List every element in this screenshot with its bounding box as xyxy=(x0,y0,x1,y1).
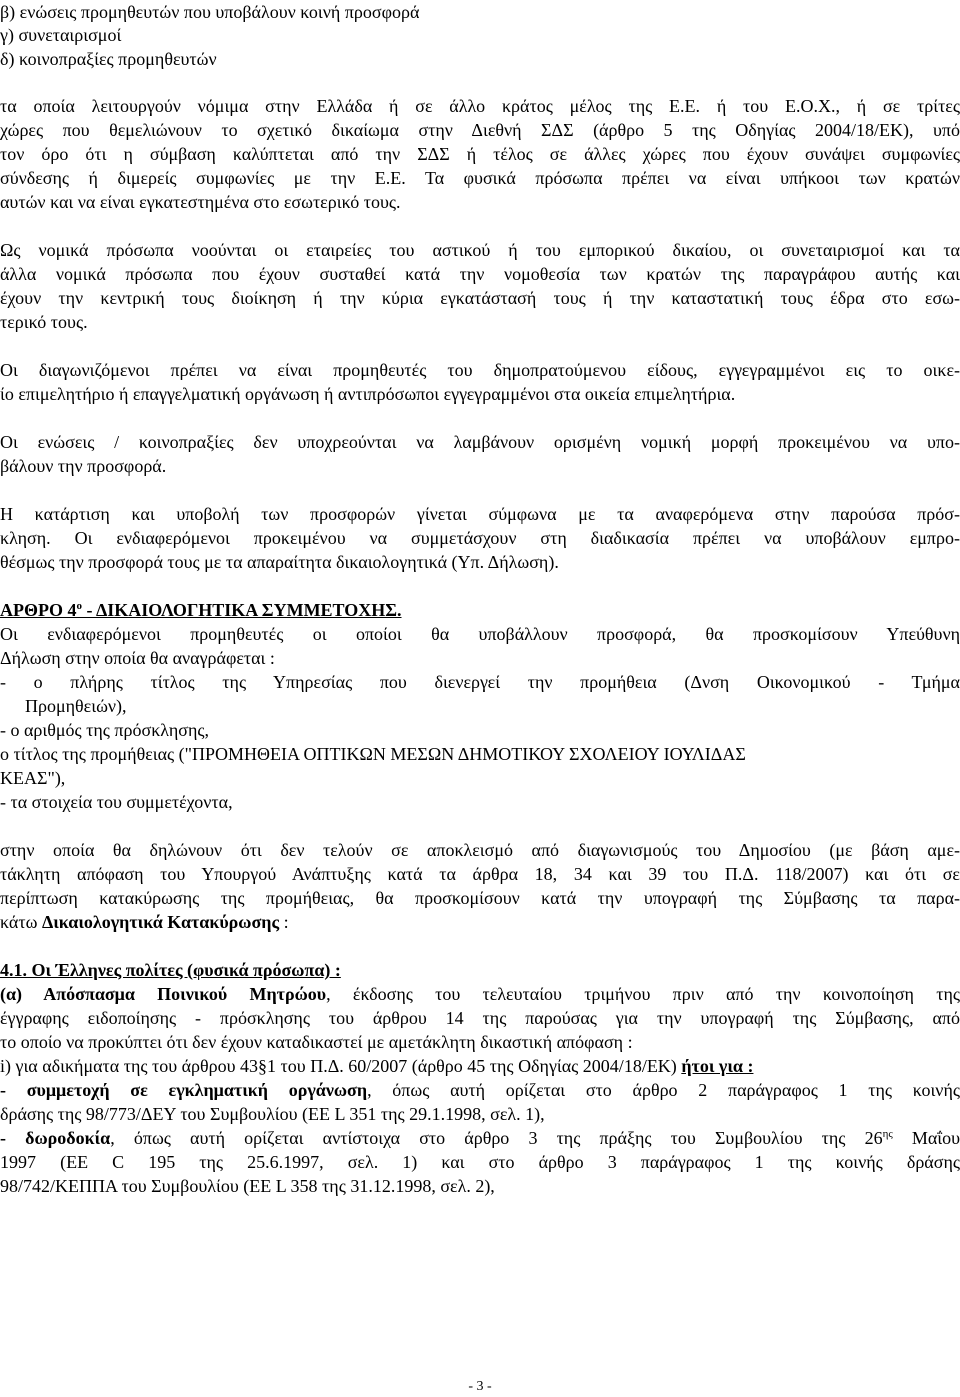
paragraph-line: έγγραφης ειδοποίησης - πρόσκλησης του άρθρου 14 της παρούσας για την υπογραφή της Σύμβασης, από xyxy=(0,1008,960,1028)
list-item: - ο αριθμός της πρόσκλησης, xyxy=(0,720,209,740)
paragraph-line: τερικό τους. xyxy=(0,312,88,332)
paragraph-line: Δήλωση στην οποία θα αναγράφεται : xyxy=(0,648,275,668)
paragraph-line: βάλουν την προσφορά. xyxy=(0,456,167,476)
text-run: κάτω xyxy=(0,912,42,932)
list-item-continuation: Προμηθειών), xyxy=(25,696,127,716)
paragraph-line: ίο επιμελητήριο ή επαγγελματική οργάνωση ή αντιπρόσωποι εγγεγραμμένοι στα οικεία επιμελητήρια. xyxy=(0,384,736,404)
list-item: - ο πλήρης τίτλος της Υπηρεσίας που διενεργεί την προμήθεια (Δνση Οικονομικού - Τμήμα xyxy=(0,672,960,692)
paragraph-line: Ως νομικά πρόσωπα νοούνται οι εταιρείες του αστικού ή του εμπορικού δικαίου, οι συνεταιρισμοί και τα xyxy=(0,240,960,260)
paragraph-line: κληση. Οι ενδιαφερόμενοι προκειμένου να συμμετάσχουν στη διαδικασία πρέπει να υποβάλουν εμπρο- xyxy=(0,528,960,548)
article-heading xyxy=(0,598,402,622)
list-item: γ) συνεταιρισμοί xyxy=(0,25,122,45)
list-item: ο τίτλος της προμήθειας ("ΠΡΟΜΗΘΕΙΑ ΟΠΤΙΚΩΝ ΜΕΣΩΝ ΔΗΜΟΤΙΚΟΥ ΣΧΟΛΕΙΟΥ ΙΟΥΛΙΔΑΣ xyxy=(0,744,746,764)
list-item: - τα στοιχεία του συμμετέχοντα, xyxy=(0,792,233,812)
article-heading-superscript: ο xyxy=(76,600,82,612)
text-run: : xyxy=(279,912,289,932)
paragraph-line xyxy=(0,982,960,1006)
article-heading-part-1: ΑΡΘΡΟ 4 xyxy=(0,600,77,620)
paragraph-line: τον όρο ότι η σύμβαση καλύπτεται από την ΣΔΣ ή τέλος σε άλλες χώρες που έχουν συνάψει συμφωνίες xyxy=(0,144,960,164)
paragraph-line: το οποίο να προκύπτει ότι δεν έχουν καταδικαστεί με αμετάκλητη δικαστική απόφαση : xyxy=(0,1032,633,1052)
bold-term: - συμμετοχή σε εγκληματική οργάνωση xyxy=(0,1080,368,1100)
paragraph-line: τάκλητη απόφαση του Υπουργού Ανάπτυξης κατά τα άρθρα 18, 34 και 39 του Π.Δ. 118/2007) και ότι σε xyxy=(0,864,960,884)
paragraph-line: θέσμως την προσφορά τους με τα απαραίτητα δικαιολογητικά (Υπ. Δήλωση). xyxy=(0,552,559,572)
paragraph-line xyxy=(0,910,289,934)
paragraph-line: χώρες που θεμελιώνουν το σχετικό δικαίωμα στην Διεθνή ΣΔΣ (άρθρο 5 της Οδηγίας 2004/18/ΕΚ), υπό xyxy=(0,120,960,140)
superscript: ης xyxy=(882,1128,893,1140)
text-run: , όπως αυτή ορίζεται στο άρθρο 2 παράγραφος 1 της κοινής xyxy=(367,1080,960,1100)
text-run: i) για αδικήματα της του άρθρου 43§1 του Π.Δ. 60/2007 (άρθρο 45 της Οδηγίας 2004/18/ΕΚ) xyxy=(0,1056,682,1076)
paragraph-line: τα οποία λειτουργούν νόμιμα στην Ελλάδα ή σε άλλο κράτος μέλος της Ε.Ε. ή του Ε.Ο.Χ., ή σε τρίτες xyxy=(0,96,960,116)
list-item: β) ενώσεις προμηθευτών που υποβάλουν κοινή προσφορά xyxy=(0,2,420,22)
paragraph-line xyxy=(0,1054,753,1078)
text-run: , έκδοσης του τελευταίου τριμήνου πριν από την κοινοποίηση της xyxy=(326,984,960,1004)
text-run: Μαΐου xyxy=(892,1128,960,1148)
list-item: δ) κοινοπραξίες προμηθευτών xyxy=(0,49,217,69)
bold-term: - δωροδοκία xyxy=(0,1128,111,1148)
paragraph-line: έχουν την κεντρική τους διοίκηση ή την κύρια εγκατάστασή τους ή την καταστατική τους έδρα στο εσω- xyxy=(0,288,960,308)
paragraph-line: 1997 (ΕΕ C 195 της 25.6.1997, σελ. 1) και στο άρθρο 3 παράγραφος 1 της κοινής δράσης xyxy=(0,1152,960,1172)
bold-underlined-term: ήτοι για : xyxy=(681,1056,754,1076)
paragraph-line: 98/742/ΚΕΠΠΑ του Συμβουλίου (ΕΕ L 358 της 31.12.1998, σελ. 2), xyxy=(0,1176,495,1196)
paragraph-line: αυτών και να είναι εγκατεστημένα στο εσωτερικό τους. xyxy=(0,192,401,212)
paragraph-line: Οι ενδιαφερόμενοι προμηθευτές οι οποίοι θα υποβάλλουν προσφορά, θα προσκομίσουν Υπεύθυνη xyxy=(0,624,960,644)
section-heading: 4.1. Οι Έλληνες πολίτες (φυσικά πρόσωπα) : xyxy=(0,960,341,980)
paragraph-line: άλλα νομικά πρόσωπα που έχουν συσταθεί κατά την νομοθεσία των κρατών της παραγράφου αυτής και xyxy=(0,264,960,284)
paragraph-line: περίπτωση κατακύρωσης της προμήθειας, θα προσκομίσουν κατά την υπογραφή της Σύμβασης τα παρα- xyxy=(0,888,960,908)
paragraph-line: στην οποία θα δηλώνουν ότι δεν τελούν σε αποκλεισμό από διαγωνισμούς του Δημοσίου (με βάση αμε- xyxy=(0,840,960,860)
bold-term: Δικαιολογητικά Κατακύρωσης xyxy=(41,912,280,932)
paragraph-line: δράσης της 98/773/ΔΕΥ του Συμβουλίου (ΕΕ L 351 της 29.1.1998, σελ. 1), xyxy=(0,1104,545,1124)
page-number: - 3 - xyxy=(468,1379,492,1394)
article-heading-part-2: - ΔΙΚΑΙΟΛΟΓΗΤΙΚΑ ΣΥΜΜΕΤΟΧΗΣ. xyxy=(82,600,402,620)
bold-term: (α) Απόσπασμα Ποινικού Μητρώου xyxy=(0,984,327,1004)
paragraph-line xyxy=(0,1126,960,1150)
paragraph-line xyxy=(0,1078,960,1102)
paragraph-line: Οι ενώσεις / κοινοπραξίες δεν υποχρεούνται να λαμβάνουν ορισμένη νομική μορφή προκειμένου να υπο- xyxy=(0,432,960,452)
list-item-continuation: ΚΕΑΣ"), xyxy=(0,768,66,788)
paragraph-line: Η κατάρτιση και υποβολή των προσφορών γίνεται σύμφωνα με τα αναφερόμενα στην παρούσα πρόσ- xyxy=(0,504,960,524)
paragraph-line: Οι διαγωνιζόμενοι πρέπει να είναι προμηθευτές του δημοπρατούμενου είδους, εγγεγραμμένοι εις το οικε- xyxy=(0,360,960,380)
text-run: , όπως αυτή ορίζεται αντίστοιχα στο άρθρο 3 της πράξης του Συμβουλίου της 26 xyxy=(110,1128,883,1148)
paragraph-line: σύνδεσης ή διμερείς συμφωνίες με την Ε.Ε. Τα φυσικά πρόσωπα πρέπει να είναι υπήκοοι των κρατών xyxy=(0,168,960,188)
